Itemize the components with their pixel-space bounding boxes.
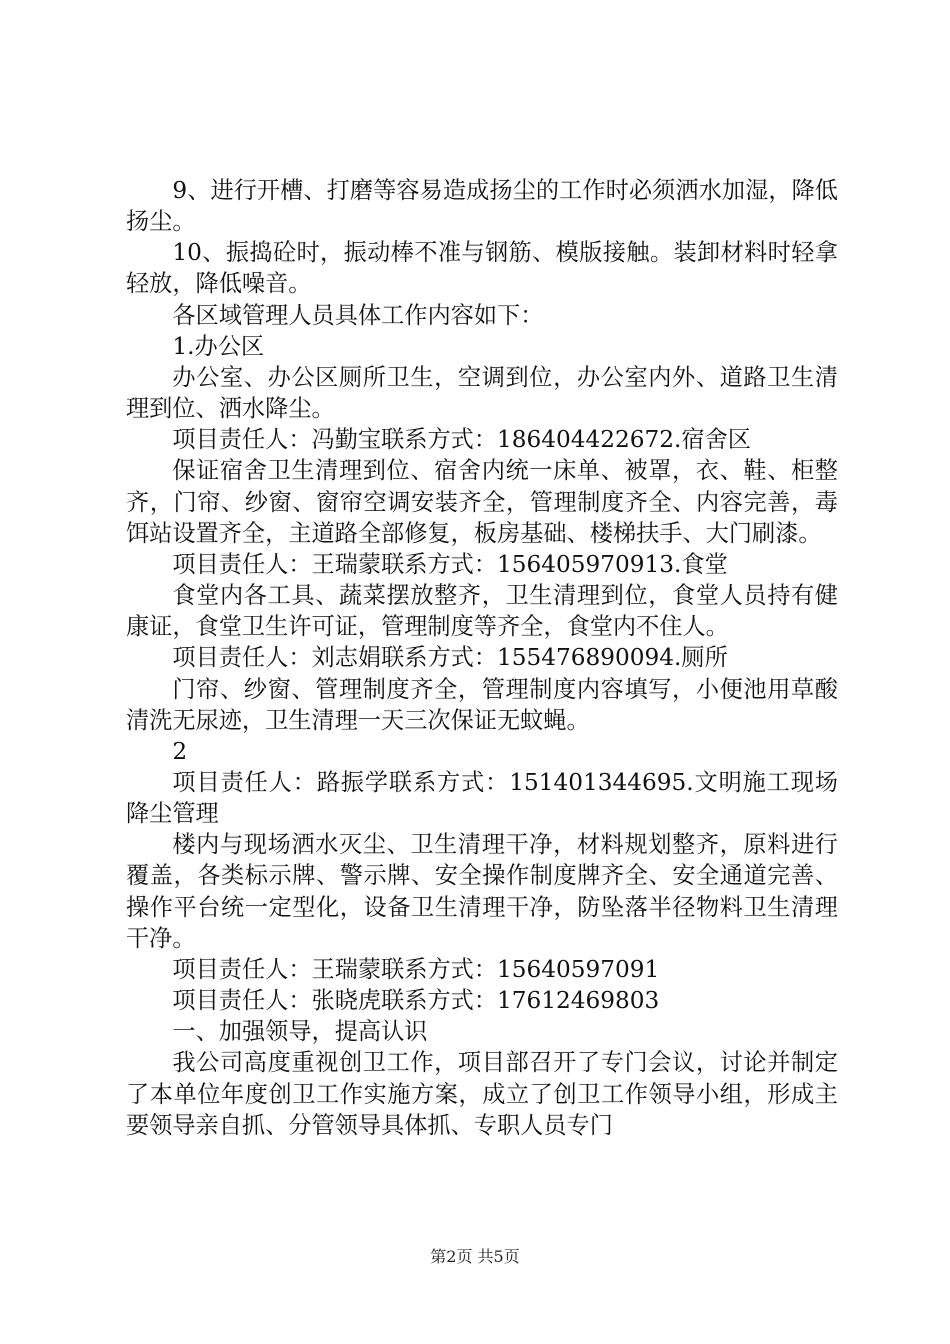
paragraph-canteen-duties: 食堂内各工具、蔬菜摆放整齐，卫生清理到位，食堂人员持有健康证，食堂卫生许可证，管理制度等齐全，食堂内不住人。 [126,582,838,641]
paragraph-item-9: 9、进行开槽、打磨等容易造成扬尘的工作时必须洒水加湿，降低扬尘。 [126,177,838,236]
paragraph-site-contact-2: 项目责任人：张晓虎联系方式：17612469803 [172,987,660,1015]
paragraph-toilet-contact: 项目责任人：路振学联系方式：15140134469​5.文明施工现场降尘管理 [126,768,838,828]
paragraph-leadership-body: 我公司高度重视创卫工作，项目部召开了专门会议，讨论并制定了本单位年度创卫工作实施方案，成立了创卫工作领导小组，形成主要领导亲自抓、分管领导具体抓、专职人员专门 [126,1049,838,1139]
paragraph-toilet-duties: 门帘、纱窗、管理制度齐全，管理制度内容填写，小便池用草酸清洗无尿迹，卫生清理一天三次保证无蚊蝇。 [126,675,838,734]
paragraph-number-marker: 2 [172,737,188,765]
paragraph-item-10: 10、振捣砼时，振动棒不准与钢筋、模版接触。装卸材料时轻拿轻放，降低噪音。 [126,239,838,298]
page-number-footer: 第2页 共5页 [430,1247,520,1266]
paragraph-site-dust-duties: 楼内与现场洒水灭尘、卫生清理干净，材料规划整齐，原料进行覆盖，各类标示牌、警示牌、安全操作制度牌齐全、安全通道完善、操作平台统一定型化，设备卫生清理干净，防坠落半径物料卫生清理干净。 [126,831,838,952]
section-heading-leadership: 一、加强领导，提高认识 [172,1018,428,1046]
paragraph-office-contact: 项目责任人：冯勤宝联系方式：18640442267​2.宿舍区 [172,426,751,454]
paragraph-office-duties: 办公室、办公区厕所卫生，空调到位，办公室内外、道路卫生清理到位、洒水降尘。 [126,363,838,423]
section-heading-office: 1.办公区 [172,332,265,360]
paragraph-site-contact-1: 项目责任人：王瑞蒙联系方式：15640597091 [172,955,660,983]
paragraph-dormitory-contact: 项目责任人：王瑞蒙联系方式：15640597091​3.食堂 [172,550,728,578]
document-body [126,175,838,1141]
paragraph-canteen-contact: 项目责任人：刘志娟联系方式：15547689009​4.厕所 [172,644,728,672]
paragraph-area-intro: 各区域管理人员具体工作内容如下： [172,301,544,329]
paragraph-dormitory-duties: 保证宿舍卫生清理到位、宿舍内统一床单、被罩，衣、鞋、柜整齐，门帘、纱窗、窗帘空调安装齐全，管理制度齐全、内容完善，毒饵站设置齐全，主道路全部修复，板房基础、楼梯扶手、大门刷漆。 [126,457,838,547]
